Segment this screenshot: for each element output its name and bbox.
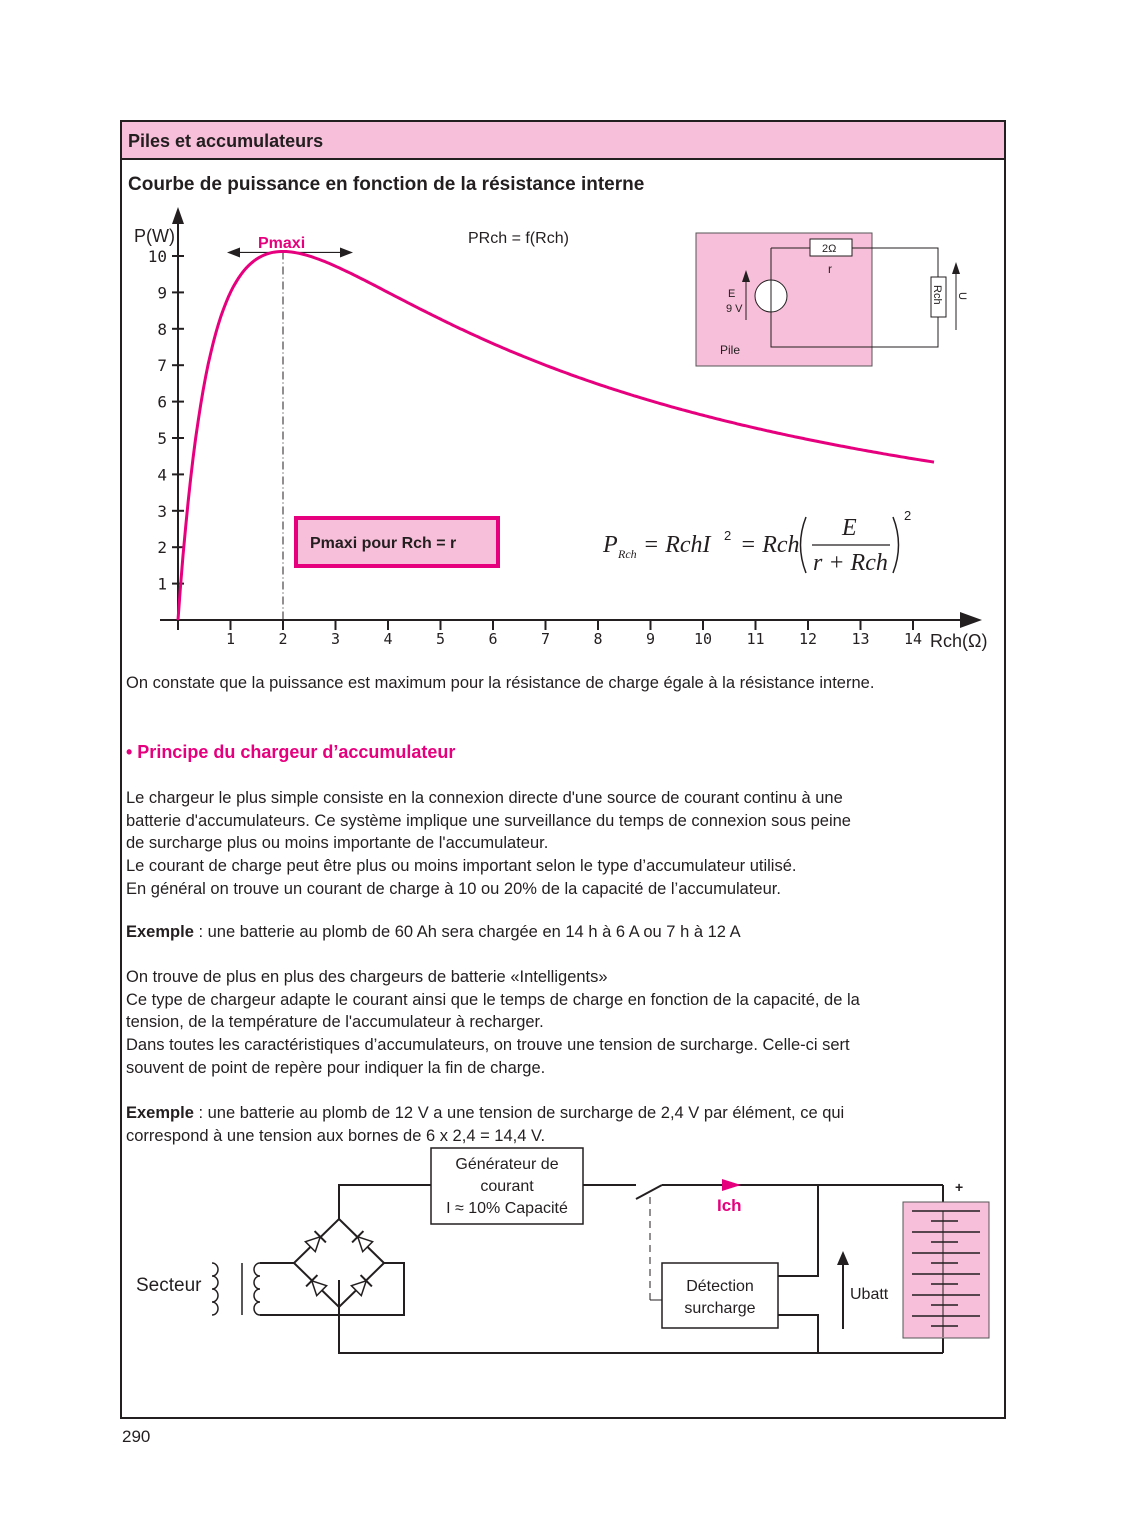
- y-tick-label: 2: [157, 538, 167, 558]
- pile-label: Pile: [720, 343, 741, 357]
- formula-mid: = RchI: [643, 532, 711, 558]
- source-label-value: 9 V: [726, 303, 743, 315]
- y-tick-label: 4: [157, 465, 167, 485]
- y-tick-label: 1: [157, 574, 167, 594]
- bridge-rectifier: [260, 1219, 404, 1315]
- text-line: de surcharge plus ou moins importante de l'accumulateur.: [126, 834, 549, 853]
- arrow-left-icon: [227, 247, 240, 257]
- example-2: [126, 1102, 1000, 1147]
- x-tick-label: 14: [903, 630, 923, 648]
- current-arrow-icon: [722, 1179, 741, 1191]
- text-line: batterie d'accumulateurs. Ce système implique une surveillance du temps de connexion sous peine: [126, 811, 851, 830]
- example-text: correspond à une tension aux bornes de 6 x 2,4 = 14,4 V.: [126, 1126, 546, 1145]
- x-tick-label: 6: [488, 630, 498, 648]
- y-tick-label: 10: [147, 247, 167, 266]
- arrow-right-icon: [340, 247, 353, 257]
- pmaxi-label: Pmaxi: [258, 235, 306, 252]
- y-axis-arrow-icon: [172, 207, 184, 224]
- x-tick-label: 9: [645, 630, 656, 648]
- y-tick-label: 8: [157, 319, 167, 339]
- x-axis-label: Rch(Ω): [930, 631, 988, 651]
- generator-label-2: courant: [480, 1178, 534, 1195]
- y-tick-label: 6: [157, 392, 167, 412]
- x-tick-label: 11: [746, 630, 765, 648]
- battery-pack: [903, 1202, 989, 1338]
- x-axis-arrow-icon: [960, 612, 982, 628]
- battery-plus-label: +: [955, 1179, 964, 1195]
- detector-label-2: surcharge: [684, 1300, 756, 1317]
- paragraph-smart-chargers: [126, 966, 1000, 1080]
- mains-label: Secteur: [136, 1275, 202, 1296]
- load-label: Rch: [931, 285, 943, 305]
- ubatt-arrow-icon: [837, 1251, 849, 1265]
- page-number: 290: [122, 1427, 151, 1446]
- y-tick-label: 5: [157, 429, 167, 448]
- text-line: Le courant de charge peut être plus ou moins important selon le type d’accumulateur utilisé.: [126, 857, 797, 876]
- paragraph-charger-intro: [126, 787, 1000, 901]
- current-label: Ich: [717, 1196, 742, 1215]
- voltage-label: U: [956, 292, 968, 300]
- conclusion-paragraph: On constate que la puissance est maximum pour la résistance de charge égale à la résistance interne.: [126, 674, 875, 692]
- switch-icon[interactable]: [636, 1185, 662, 1199]
- formula-rhs: = Rch: [740, 532, 800, 558]
- formula-denominator: r + Rch: [813, 550, 888, 576]
- detector-label-1: Détection: [686, 1278, 754, 1295]
- x-tick-label: 13: [851, 630, 870, 648]
- text-line: Dans toutes les caractéristiques d’accumulateurs, on trouve une tension de surcharge. Celle-ci sert: [126, 1036, 850, 1055]
- voltage-arrow-icon: [952, 262, 960, 274]
- formula-lhs-sub: Rch: [618, 547, 637, 561]
- y-tick-label: 9: [157, 283, 167, 303]
- x-tick-label: 10: [693, 630, 713, 648]
- x-tick-label: 12: [798, 630, 818, 648]
- example-text: : une batterie au plomb de 60 Ah sera chargée en 14 h à 6 A ou 7 h à 12 A: [193, 923, 741, 941]
- generator-label-1: Générateur de: [455, 1156, 559, 1173]
- x-tick-label: 1: [225, 630, 236, 648]
- y-axis-label: P(W): [134, 226, 175, 246]
- source-label-e: E: [728, 288, 736, 300]
- pmaxi-note-text: Pmaxi pour Rch = r: [310, 535, 457, 552]
- formula-lhs: P: [603, 532, 618, 558]
- charger-circuit-diagram: [0, 1145, 1125, 1405]
- formula-exp-2: 2: [904, 508, 912, 523]
- text-line: Ce type de chargeur adapte le courant ainsi que le temps de charge en fonction de la capacité, de la: [126, 990, 860, 1009]
- overload-detection-box: [662, 1263, 778, 1328]
- resistor-label: r: [828, 262, 832, 276]
- transformer-icon: [212, 1263, 260, 1315]
- text-line: souvent de point de repère pour indiquer la fin de charge.: [126, 1058, 546, 1077]
- chart-title: PRch = f(Rch): [468, 230, 569, 247]
- power-formula: [602, 508, 911, 576]
- header-title: Piles et accumulateurs: [128, 131, 324, 151]
- power-curve-chart: [0, 0, 1125, 680]
- text-line: On trouve de plus en plus des chargeurs de batterie «Intelligents»: [126, 968, 608, 986]
- y-tick-label: 7: [157, 356, 167, 376]
- generator-label-3: I ≈ 10% Capacité: [446, 1200, 568, 1217]
- x-tick-label: 4: [383, 630, 393, 648]
- x-tick-label: 5: [435, 630, 446, 648]
- y-tick-label: 3: [157, 501, 167, 521]
- example-label: Exemple: [126, 1104, 194, 1122]
- example-label: Exemple: [126, 923, 194, 941]
- section-title: Courbe de puissance en fonction de la résistance interne: [128, 174, 645, 195]
- text-line: tension, de la température de l'accumulateur à recharger.: [126, 1013, 544, 1032]
- example-text: : une batterie au plomb de 12 V a une tension de surcharge de 2,4 V par élément, ce qui: [193, 1104, 845, 1122]
- x-tick-label: 8: [593, 630, 603, 648]
- text-line: En général on trouve un courant de charge à 10 ou 20% de la capacité de l’accumulateur.: [126, 879, 781, 898]
- x-tick-label: 3: [330, 630, 341, 648]
- battery-circuit-diagram: [696, 233, 968, 366]
- example-1: [126, 921, 1000, 944]
- formula-numerator: E: [842, 515, 857, 541]
- ubatt-label: Ubatt: [850, 1286, 889, 1303]
- formula-exp-1: 2: [724, 528, 732, 543]
- subheading-charger-principle: • Principe du chargeur d’accumulateur: [126, 742, 456, 762]
- x-tick-label: 7: [540, 630, 551, 648]
- x-tick-label: 2: [278, 630, 288, 648]
- resistor-value: 2Ω: [822, 243, 837, 255]
- text-line: Le chargeur le plus simple consiste en la connexion directe d'une source de courant continu à une: [126, 789, 843, 807]
